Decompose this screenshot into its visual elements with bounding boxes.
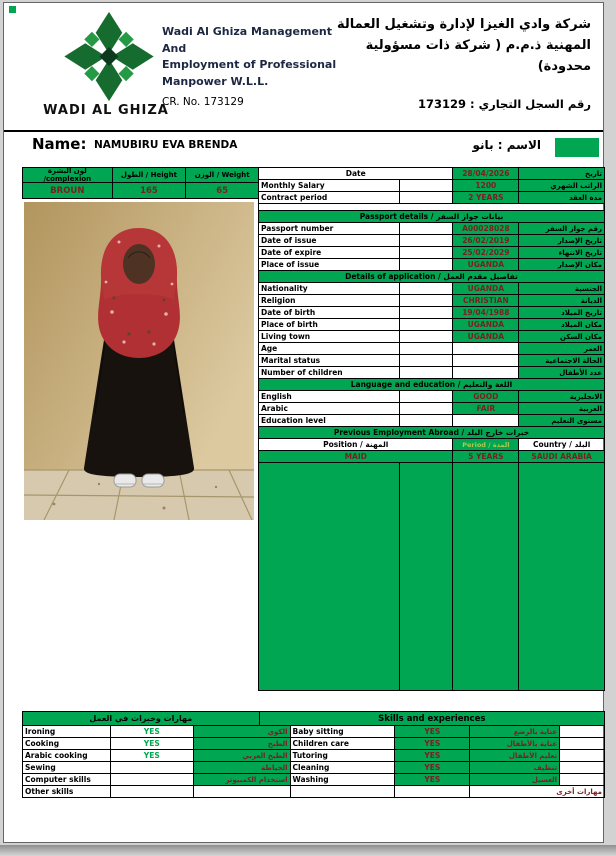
row-mid-cell bbox=[400, 367, 454, 379]
skill-yes-value bbox=[395, 786, 470, 798]
table-row bbox=[259, 415, 605, 427]
skill-yes-value: YES bbox=[395, 738, 470, 750]
row-value: 1200 bbox=[453, 180, 519, 192]
skill-yes-value: YES bbox=[395, 726, 470, 738]
skill-yes-value: YES bbox=[111, 738, 194, 750]
row-mid-cell bbox=[400, 180, 454, 192]
row-mid-cell bbox=[400, 223, 454, 235]
skill-yes-value: YES bbox=[111, 750, 194, 762]
logo-wordmark: WADI AL GHIZA bbox=[43, 103, 169, 118]
table-row bbox=[259, 168, 605, 180]
row-arabic-label: مكان الإصدار bbox=[519, 259, 605, 271]
table-row bbox=[259, 355, 605, 367]
row-mid-cell bbox=[400, 403, 454, 415]
skill-label: Children care bbox=[291, 738, 396, 750]
row-label: Contract period bbox=[259, 192, 400, 204]
skill-label: Other skills bbox=[23, 786, 111, 798]
row-arabic-label: مكان السكن bbox=[519, 331, 605, 343]
table-row bbox=[259, 192, 605, 204]
empty-cell bbox=[560, 750, 605, 762]
skills-row bbox=[23, 750, 605, 762]
empty-green-area bbox=[259, 463, 605, 691]
skill-yes-value: YES bbox=[395, 774, 470, 786]
skill-arabic-label: تعليم الأطفال bbox=[470, 750, 560, 762]
position-header: Position / المهنة bbox=[259, 439, 453, 451]
skill-arabic-label: الطبخ العربي bbox=[194, 750, 291, 762]
corner-mark bbox=[9, 6, 16, 13]
company-name-ar-line: شركة وادي الغيزا لإدارة وتشغيل العمالة bbox=[336, 17, 591, 32]
position-value: MAID bbox=[259, 451, 453, 463]
main-table bbox=[258, 167, 605, 691]
attributes-value-row bbox=[23, 183, 259, 199]
company-name-arabic bbox=[311, 15, 591, 77]
skill-label bbox=[291, 786, 396, 798]
skills-row bbox=[23, 786, 605, 798]
company-name-ar-line: محدودة) bbox=[537, 58, 591, 74]
row-mid-cell bbox=[400, 235, 454, 247]
skill-arabic-label: استخدام الكمبيوتر bbox=[194, 774, 291, 786]
table-row bbox=[259, 343, 605, 355]
table-row bbox=[259, 367, 605, 379]
row-label: Date of birth bbox=[259, 307, 400, 319]
empty-cell bbox=[400, 463, 454, 691]
row-arabic-label: رقم جواز السفر bbox=[519, 223, 605, 235]
row-value bbox=[453, 415, 519, 427]
skills-title-arabic: مهارات وخبرات في العمل bbox=[23, 712, 260, 726]
row-label: Arabic bbox=[259, 403, 400, 415]
skill-arabic-label: تنظيف bbox=[470, 762, 560, 774]
period-value: 5 YEARS bbox=[453, 451, 519, 463]
page-edge-shadow bbox=[0, 845, 616, 856]
skills-row bbox=[23, 762, 605, 774]
skill-arabic-label: الغسيل bbox=[470, 774, 560, 786]
skill-arabic-label: الكوي bbox=[194, 726, 291, 738]
table-row bbox=[259, 247, 605, 259]
row-mid-cell bbox=[400, 331, 454, 343]
row-value: 28/04/2026 bbox=[453, 168, 519, 180]
row-value: GOOD bbox=[453, 391, 519, 403]
weight-value: 65 bbox=[186, 183, 259, 199]
empty-cell bbox=[560, 762, 605, 774]
row-mid-cell bbox=[400, 295, 454, 307]
row-mid-cell bbox=[400, 319, 454, 331]
skills-table bbox=[22, 711, 605, 798]
row-arabic-label: مكان الميلاد bbox=[519, 319, 605, 331]
row-mid-cell bbox=[400, 415, 454, 427]
row-label: Monthly Salary bbox=[259, 180, 400, 192]
company-name-ar-line: المهنية ذ.م.م ( شركة ذات مسؤولية bbox=[365, 37, 591, 53]
table-row bbox=[259, 331, 605, 343]
row-value: A00028028 bbox=[453, 223, 519, 235]
row-arabic-label: مستوى التعليم bbox=[519, 415, 605, 427]
skill-label: Washing bbox=[291, 774, 396, 786]
table-row bbox=[259, 307, 605, 319]
table-row bbox=[259, 391, 605, 403]
row-label: Date of expire bbox=[259, 247, 400, 259]
row-arabic-label: العربية bbox=[519, 403, 605, 415]
section-header-row: Language and education / اللغة والتعليم bbox=[259, 379, 605, 391]
row-value: UGANDA bbox=[453, 331, 519, 343]
row-arabic-label: الانجليزية bbox=[519, 391, 605, 403]
document-page bbox=[3, 2, 604, 843]
row-label: Education level bbox=[259, 415, 400, 427]
other-skills-arabic-label: مهارات أخرى bbox=[470, 786, 605, 798]
skill-yes-value: YES bbox=[395, 750, 470, 762]
row-label: Religion bbox=[259, 295, 400, 307]
name-label-arabic: الاسم : بانو bbox=[472, 138, 541, 152]
skill-label: Cooking bbox=[23, 738, 111, 750]
weight-header: الوزن / Weight bbox=[186, 168, 259, 183]
row-value bbox=[453, 367, 519, 379]
skill-yes-value: YES bbox=[395, 762, 470, 774]
skill-label: Arabic cooking bbox=[23, 750, 111, 762]
table-row bbox=[259, 295, 605, 307]
skill-label: Ironing bbox=[23, 726, 111, 738]
row-label: Place of issue bbox=[259, 259, 400, 271]
country-value: SAUDI ARABIA bbox=[519, 451, 605, 463]
row-label: Marital status bbox=[259, 355, 400, 367]
skill-arabic-label: الخياطة bbox=[194, 762, 291, 774]
skill-yes-value bbox=[111, 786, 194, 798]
table-row bbox=[259, 223, 605, 235]
row-label: Passport number bbox=[259, 223, 400, 235]
wadi-al-ghiza-logo-icon bbox=[59, 9, 159, 104]
row-arabic-label: مدة العقد bbox=[519, 192, 605, 204]
row-label: Living town bbox=[259, 331, 400, 343]
empty-cell bbox=[560, 774, 605, 786]
skills-title-english: Skills and experiences bbox=[260, 712, 605, 726]
row-label: Place of birth bbox=[259, 319, 400, 331]
skill-arabic-label: عناية بالأطفال bbox=[470, 738, 560, 750]
row-mid-cell bbox=[400, 259, 454, 271]
row-mid-cell bbox=[400, 307, 454, 319]
row-label: Age bbox=[259, 343, 400, 355]
name-row-green-block bbox=[555, 138, 599, 157]
row-value: 25/02/2029 bbox=[453, 247, 519, 259]
cr-number: CR. No. 173129 bbox=[162, 96, 244, 108]
row-mid-cell bbox=[400, 283, 454, 295]
row-mid-cell bbox=[400, 247, 454, 259]
row-label: Nationality bbox=[259, 283, 400, 295]
row-value bbox=[453, 343, 519, 355]
table-row bbox=[259, 180, 605, 192]
skill-label: Tutoring bbox=[291, 750, 396, 762]
company-name-line: Manpower W.L.L. bbox=[162, 74, 269, 88]
employment-header-row bbox=[259, 439, 605, 451]
row-label: Date of issue bbox=[259, 235, 400, 247]
row-label: English bbox=[259, 391, 400, 403]
row-mid-cell bbox=[400, 391, 454, 403]
row-arabic-label: تاريخ الميلاد bbox=[519, 307, 605, 319]
skills-row bbox=[23, 738, 605, 750]
row-label: Number of children bbox=[259, 367, 400, 379]
header-divider bbox=[4, 130, 603, 132]
name-label: Name: bbox=[32, 135, 87, 153]
complexion-header: لون البشرة /complexion bbox=[23, 168, 113, 183]
row-value: UGANDA bbox=[453, 283, 519, 295]
row-arabic-label: الراتب الشهري bbox=[519, 180, 605, 192]
row-arabic-label: عدد الأطفال bbox=[519, 367, 605, 379]
row-value: FAIR bbox=[453, 403, 519, 415]
skills-header-row bbox=[23, 712, 605, 726]
row-value: 19/04/1988 bbox=[453, 307, 519, 319]
row-mid-cell bbox=[400, 192, 454, 204]
skill-label: Baby sitting bbox=[291, 726, 396, 738]
row-value: 2 YEARS bbox=[453, 192, 519, 204]
skill-label: Computer skills bbox=[23, 774, 111, 786]
skill-arabic-label: عناية بالرضع bbox=[470, 726, 560, 738]
section-header-row: Passport details / بيانات جواز السفر bbox=[259, 211, 605, 223]
skills-row bbox=[23, 726, 605, 738]
row-value: 26/02/2019 bbox=[453, 235, 519, 247]
skill-yes-value bbox=[111, 774, 194, 786]
skill-yes-value bbox=[111, 762, 194, 774]
company-name-line: Wadi Al Ghiza Management And bbox=[162, 25, 333, 55]
complexion-value: BROUN bbox=[23, 183, 113, 199]
row-value: UGANDA bbox=[453, 259, 519, 271]
row-arabic-label: تاريخ الإصدار bbox=[519, 235, 605, 247]
empty-cell bbox=[453, 463, 519, 691]
country-header: Country / البلد bbox=[519, 439, 605, 451]
skill-arabic-label: الطبخ bbox=[194, 738, 291, 750]
row-value: UGANDA bbox=[453, 319, 519, 331]
table-row bbox=[259, 259, 605, 271]
skill-label: Sewing bbox=[23, 762, 111, 774]
row-value: CHRISTIAN bbox=[453, 295, 519, 307]
empty-cell bbox=[560, 726, 605, 738]
row-arabic-label: تاريخ bbox=[519, 168, 605, 180]
attributes-table bbox=[22, 167, 259, 199]
table-row bbox=[259, 319, 605, 331]
table-row bbox=[259, 235, 605, 247]
row-arabic-label: الديانة bbox=[519, 295, 605, 307]
period-header: Period / المدة bbox=[453, 439, 519, 451]
skills-row bbox=[23, 774, 605, 786]
spacer-row bbox=[259, 204, 605, 211]
registration-number-arabic: رقم السجل التجاري : 173129 bbox=[417, 97, 591, 111]
applicant-name: NAMUBIRU EVA BRENDA bbox=[94, 139, 238, 151]
height-header: الطول / Height bbox=[113, 168, 187, 183]
height-value: 165 bbox=[113, 183, 187, 199]
skill-yes-value: YES bbox=[111, 726, 194, 738]
attributes-header-row bbox=[23, 168, 259, 183]
applicant-photo bbox=[24, 202, 254, 520]
row-arabic-label: الحالة الاجتماعية bbox=[519, 355, 605, 367]
table-row bbox=[259, 403, 605, 415]
row-label: Date bbox=[259, 168, 453, 180]
skills-rows bbox=[23, 726, 605, 798]
company-name-line: Employment of Professional bbox=[162, 58, 337, 71]
row-arabic-label: تاريخ الانتهاء bbox=[519, 247, 605, 259]
row-arabic-label: الجنسية bbox=[519, 283, 605, 295]
row-mid-cell bbox=[400, 343, 454, 355]
section-header-row: Previous Employment Abroad / خبرات خارج البلد bbox=[259, 427, 605, 439]
section-header-row: Details of application / تفاصيل مقدم العمل bbox=[259, 271, 605, 283]
empty-cell bbox=[519, 463, 605, 691]
skill-arabic-label bbox=[194, 786, 291, 798]
row-mid-cell bbox=[400, 355, 454, 367]
skill-label: Cleaning bbox=[291, 762, 396, 774]
empty-cell bbox=[560, 738, 605, 750]
empty-cell bbox=[259, 463, 400, 691]
table-row bbox=[259, 283, 605, 295]
employment-row bbox=[259, 451, 605, 463]
row-arabic-label: العمر bbox=[519, 343, 605, 355]
name-row bbox=[4, 133, 603, 165]
row-value bbox=[453, 355, 519, 367]
